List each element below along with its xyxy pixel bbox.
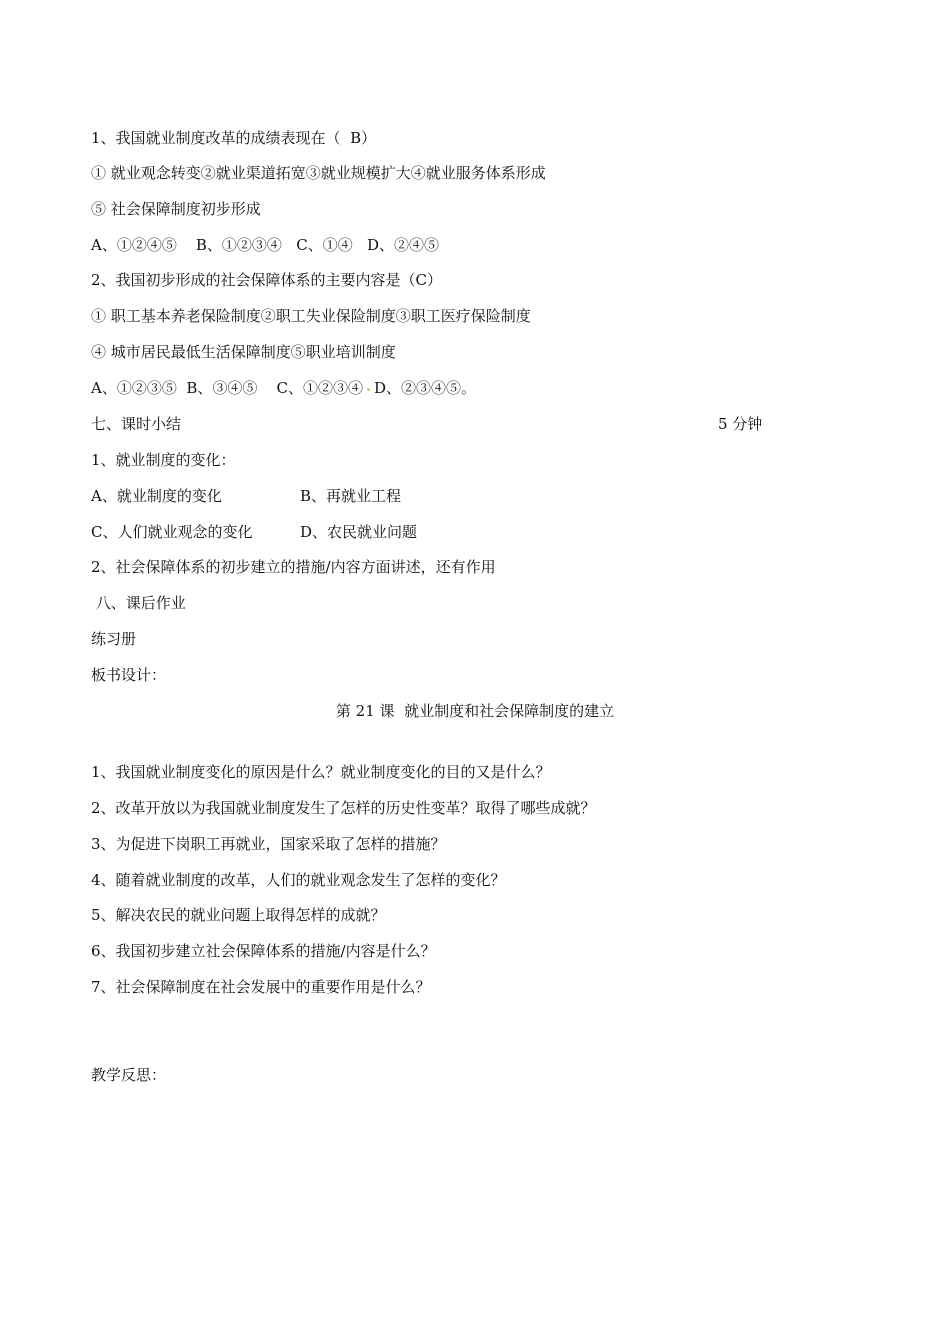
reflection-label: 教学反思： (91, 1066, 167, 1084)
summary-option-d: D、农民就业问题 (300, 523, 418, 541)
board-question: 7、社会保障制度在社会发展中的重要作用是什么？ (91, 978, 431, 996)
board-question: 2、改革开放以为我国就业制度发生了怎样的历史性变革？取得了哪些成就？ (91, 799, 596, 817)
summary-option-b: B、再就业工程 (300, 487, 402, 505)
board-question: 6、我国初步建立社会保障体系的措施/内容是什么？ (91, 942, 436, 960)
board-question: 1、我国就业制度变化的原因是什么？就业制度变化的目的又是什么？ (91, 763, 551, 781)
board-question: 3、为促进下岗职工再就业，国家采取了怎样的措施？ (91, 835, 446, 853)
summary-option-a: A、就业制度的变化 (91, 487, 222, 505)
q2-items-line1: ① 职工基本养老保险制度②职工失业保险制度③职工医疗保险制度 (91, 307, 531, 325)
homework-content: 练习册 (91, 630, 137, 648)
q1-stem: 1、我国就业制度改革的成绩表现在（ B） (91, 129, 377, 147)
q2-items-line2: ④ 城市居民最低生活保障制度⑤职业培训制度 (91, 343, 396, 361)
q1-options: A、①②④⑤ B、①②③④ C、①④ D、②④⑤ (91, 236, 440, 254)
summary-item2: 2、社会保障体系的初步建立的措施/内容方面讲述，还有作用 (91, 558, 496, 576)
summary-heading: 七、课时小结 (91, 415, 182, 433)
summary-item1: 1、就业制度的变化： (91, 451, 236, 469)
stray-dot (367, 388, 370, 391)
q1-items-line1: ① 就业观念转变②就业渠道拓宽③就业规模扩大④就业服务体系形成 (91, 164, 546, 182)
board-question: 5、解决农民的就业问题上取得怎样的成就？ (91, 906, 386, 924)
summary-time: 5 分钟 (718, 415, 763, 433)
q1-items-line2: ⑤ 社会保障制度初步形成 (91, 200, 261, 218)
summary-option-c: C、人们就业观念的变化 (91, 523, 253, 541)
board-title: 第 21 课 就业制度和社会保障制度的建立 (335, 702, 615, 720)
q2-options-a: A、①②③⑤ B、③④⑤ C、①②③④ (91, 379, 363, 397)
q2-options (91, 378, 476, 398)
homework-heading: 八、课后作业 (91, 594, 186, 612)
board-question: 4、随着就业制度的改革，人们的就业观念发生了怎样的变化？ (91, 871, 506, 889)
board-label: 板书设计： (91, 666, 167, 684)
q2-stem: 2、我国初步形成的社会保障体系的主要内容是（C） (91, 271, 443, 289)
q2-options-b: D、②③④⑤。 (373, 379, 476, 397)
